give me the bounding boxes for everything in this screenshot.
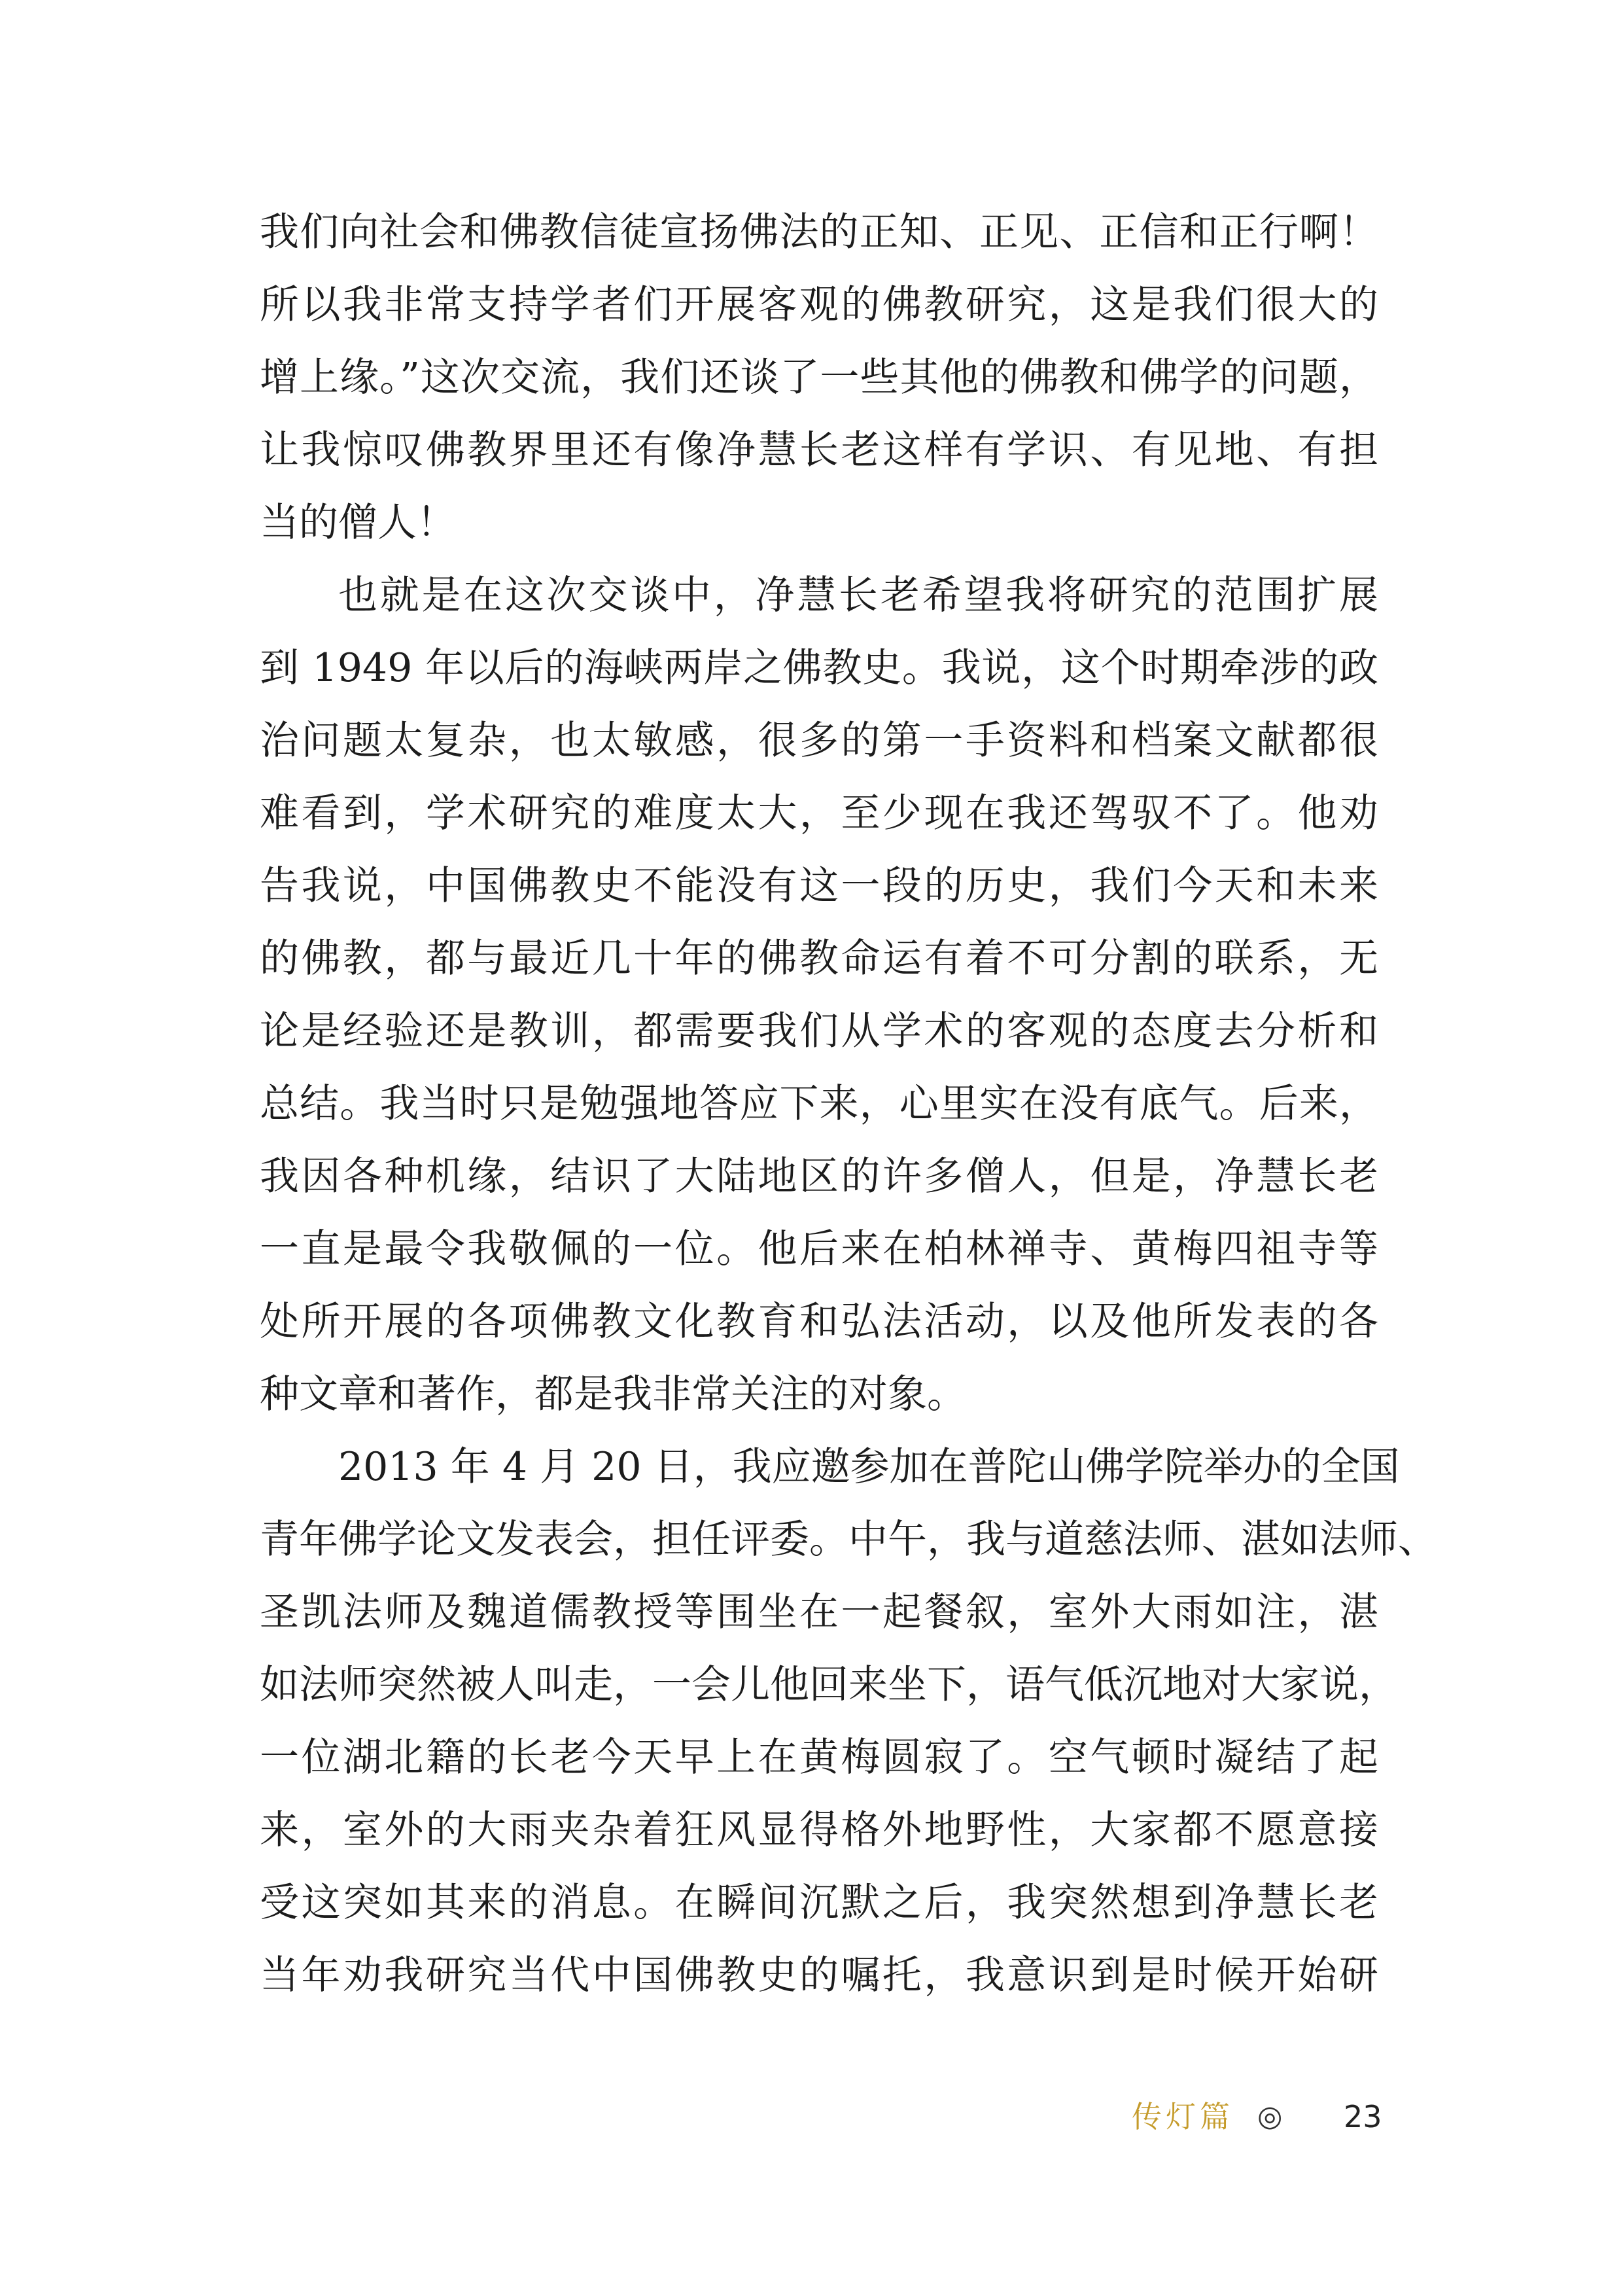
text-line: 告我说，中国佛教史不能没有这一段的历史，我们今天和未来 <box>260 863 1378 909</box>
text-line: 让我惊叹佛教界里还有像净慧长老这样有学识、有见地、有担 <box>260 427 1378 473</box>
body-text <box>260 196 1437 2012</box>
text-line: 我因各种机缘，结识了大陆地区的许多僧人，但是，净慧长老 <box>260 1154 1378 1199</box>
text-line: 的佛教，都与最近几十年的佛教命运有着不可分割的联系，无 <box>260 936 1378 981</box>
text-line: 治问题太复杂，也太敏感，很多的第一手资料和档案文献都很 <box>260 718 1378 764</box>
text-line: 如法师突然被人叫走，一会儿他回来坐下，语气低沉地对大家说， <box>260 1662 1398 1708</box>
text-line: 当年劝我研究当代中国佛教史的嘱托，我意识到是时候开始研 <box>260 1952 1378 1998</box>
footer-section-title: 传灯篇 <box>1132 2099 1234 2134</box>
text-line: 来，室外的大雨夹杂着狂风显得格外地野性，大家都不愿意接 <box>260 1807 1378 1853</box>
page-number: 23 <box>1344 2099 1382 2134</box>
paragraph-first-line: 2013 年 4 月 20 日，我应邀参加在普陀山佛学院举办的全国 <box>338 1444 1400 1490</box>
text-line: 一位湖北籍的长老今天早上在黄梅圆寂了。空气顿时凝结了起 <box>260 1735 1378 1780</box>
text-line: 种文章和著作，都是我非常关注的对象。 <box>260 1371 966 1417</box>
paragraph-first-line: 也就是在这次交谈中，净慧长老希望我将研究的范围扩展 <box>338 573 1378 618</box>
text-line: 增上缘。”这次交流，我们还谈了一些其他的佛教和佛学的问题， <box>260 355 1378 400</box>
text-line: 所以我非常支持学者们开展客观的佛教研究，这是我们很大的 <box>260 282 1378 328</box>
footer-ornament-icon: ◎ <box>1257 2100 1283 2133</box>
text-line: 总结。我当时只是勉强地答应下来，心里实在没有底气。后来， <box>260 1081 1378 1127</box>
text-line: 论是经验还是教训，都需要我们从学术的客观的态度去分析和 <box>260 1008 1378 1054</box>
text-line: 难看到，学术研究的难度太大，至少现在我还驾驭不了。他劝 <box>260 790 1378 836</box>
text-line: 受这突如其来的消息。在瞬间沉默之后，我突然想到净慧长老 <box>260 1880 1378 1926</box>
text-line: 处所开展的各项佛教文化教育和弘法活动，以及他所发表的各 <box>260 1299 1378 1345</box>
text-line: 当的僧人！ <box>260 500 456 546</box>
text-line: 圣凯法师及魏道儒教授等围坐在一起餐叙，室外大雨如注，湛 <box>260 1589 1378 1635</box>
text-line: 我们向社会和佛教信徒宣扬佛法的正知、正见、正信和正行啊！ <box>260 209 1378 255</box>
text-line: 一直是最令我敬佩的一位。他后来在柏林禅寺、黄梅四祖寺等 <box>260 1226 1378 1272</box>
text-line: 到 1949 年以后的海峡两岸之佛教史。我说，这个时期牵涉的政 <box>260 645 1378 691</box>
text-line: 青年佛学论文发表会，担任评委。中午，我与道慈法师、湛如法师、 <box>260 1517 1437 1563</box>
